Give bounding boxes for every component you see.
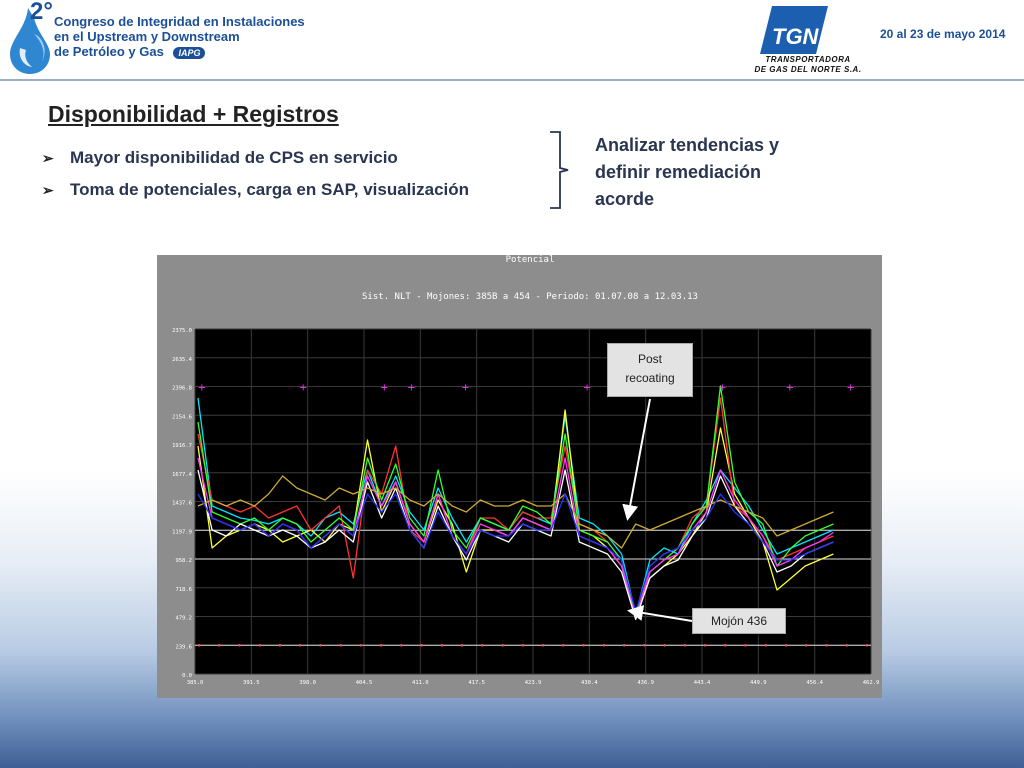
top-marker: +	[380, 382, 389, 394]
slide-title: Disponibilidad + Registros	[48, 101, 339, 127]
congress-number: 2°	[30, 0, 53, 25]
bottom-marker	[481, 644, 484, 647]
callout-line: Post	[637, 352, 662, 366]
x-tick-label: 449.9	[750, 680, 767, 686]
bottom-marker	[845, 644, 848, 647]
x-tick-label: 411.0	[412, 680, 429, 686]
top-marker: +	[582, 382, 592, 394]
y-tick-label: 2154.6	[172, 414, 192, 421]
congress-line-3: de Petróleo y Gas	[54, 44, 164, 59]
y-tick-label: 1437.6	[172, 500, 192, 507]
bottom-marker	[218, 644, 221, 647]
bottom-marker	[461, 644, 464, 647]
post-recoating-callout	[607, 343, 693, 397]
congress-line-1: Congreso de Integridad en Instalaciones	[54, 14, 305, 29]
top-marker: +	[461, 382, 470, 394]
y-tick-label: 239.6	[175, 644, 192, 651]
slide-header	[0, 0, 1024, 80]
x-tick-label: 417.5	[468, 680, 485, 686]
bottom-marker	[258, 644, 261, 647]
bullet-text: Toma de potenciales, carga en SAP, visualización	[70, 180, 470, 199]
x-tick-label: 443.4	[693, 680, 711, 686]
callout-line: recoating	[625, 371, 675, 385]
y-tick-label: 2375.0	[172, 328, 192, 334]
bullet-item	[42, 142, 469, 174]
congress-line-3-wrap	[54, 44, 305, 59]
bottom-marker	[238, 644, 241, 647]
top-marker: +	[846, 382, 855, 394]
bullet-text: Mayor disponibilidad de CPS en servicio	[70, 148, 398, 167]
mojon-callout: Mojón 436	[692, 608, 786, 634]
top-marker: +	[197, 382, 206, 394]
bottom-marker	[623, 644, 626, 647]
iapg-logo: IAPG	[173, 47, 205, 59]
x-tick-label: 430.4	[581, 680, 598, 686]
note-line: acorde	[595, 189, 655, 209]
bottom-marker	[380, 644, 383, 647]
svg-text:TGN: TGN	[772, 24, 819, 49]
right-brace-icon	[548, 130, 572, 210]
tgn-company-name	[752, 55, 864, 75]
top-marker: +	[298, 382, 308, 394]
y-tick-label: 1197.9	[172, 529, 192, 536]
x-tick-label: 456.4	[806, 680, 823, 686]
congress-name	[54, 14, 305, 59]
bottom-marker	[744, 644, 747, 647]
bottom-marker	[825, 644, 828, 647]
x-tick-label: 423.9	[524, 680, 542, 686]
bottom-marker	[805, 644, 808, 647]
tgn-line-2: DE GAS DEL NORTE S.A.	[754, 65, 862, 74]
bottom-marker	[360, 644, 363, 647]
bottom-marker	[603, 644, 606, 647]
y-tick-label: 1916.7	[172, 443, 192, 449]
header-divider	[0, 79, 1024, 81]
bottom-marker	[522, 644, 525, 647]
top-marker: +	[407, 382, 416, 394]
top-marker: +	[785, 382, 795, 394]
note-line: definir remediación	[595, 162, 762, 182]
bullet-item	[42, 174, 469, 206]
bottom-marker	[198, 644, 201, 647]
arrow-bullet-icon: ➢	[42, 149, 54, 166]
arrow-bullet-icon: ➢	[42, 181, 54, 198]
bullet-list	[42, 142, 469, 206]
bottom-marker	[339, 644, 342, 647]
analysis-note	[595, 132, 825, 213]
note-line: Analizar tendencias y	[595, 135, 780, 155]
tgn-logo-icon	[760, 6, 828, 54]
bottom-marker	[279, 644, 282, 647]
y-tick-label: 958.2	[175, 558, 192, 564]
bottom-marker	[562, 644, 565, 647]
y-tick-label: 2635.4	[172, 356, 192, 363]
bottom-marker	[542, 644, 545, 647]
bottom-marker	[582, 644, 585, 647]
bottom-marker	[785, 644, 788, 647]
y-tick-label: 1677.4	[172, 471, 192, 478]
x-tick-label: 398.0	[299, 680, 316, 686]
bottom-marker	[643, 644, 646, 647]
y-tick-label: 2396.8	[172, 385, 192, 392]
bottom-marker	[704, 644, 707, 647]
bottom-marker	[319, 644, 322, 647]
y-tick-label: 479.2	[175, 615, 192, 622]
x-tick-label: 436.9	[637, 680, 654, 686]
bottom-marker	[724, 644, 727, 647]
event-date: 20 al 23 de mayo 2014	[880, 27, 1006, 41]
bottom-marker	[299, 644, 302, 647]
bottom-marker	[764, 644, 767, 647]
bottom-marker	[420, 644, 423, 647]
chart-subtitle: Sist. NLT - Mojones: 385B a 454 - Periodo: 01.07.08 a 12.03.13	[362, 292, 698, 302]
bottom-marker	[441, 644, 444, 647]
chart-title: Potencial	[505, 255, 555, 265]
y-tick-label: 0.0	[182, 673, 192, 679]
x-tick-label: 404.5	[355, 680, 373, 686]
x-tick-label: 391.5	[243, 680, 260, 686]
bottom-marker	[684, 644, 687, 647]
congress-line-2: en el Upstream y Downstream	[54, 29, 240, 44]
bottom-marker	[400, 644, 403, 647]
x-tick-label: 385.0	[186, 680, 204, 686]
bottom-marker	[501, 644, 504, 647]
top-marker: +	[718, 382, 727, 394]
bottom-marker	[866, 644, 869, 647]
tgn-line-1: TRANSPORTADORA	[765, 55, 851, 64]
y-tick-label: 718.6	[175, 586, 192, 593]
x-tick-label: 462.9	[862, 680, 880, 686]
potential-chart-panel	[157, 255, 882, 698]
bottom-marker	[663, 644, 666, 647]
